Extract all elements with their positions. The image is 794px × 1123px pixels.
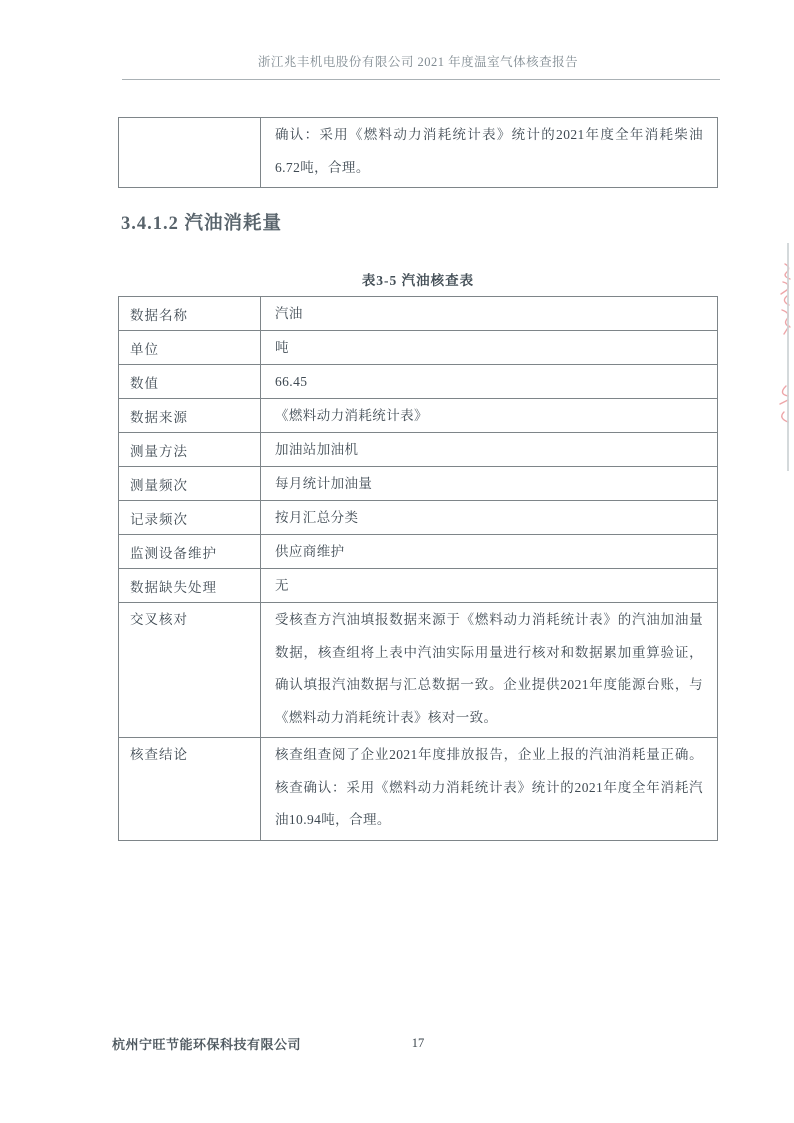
row-value: 汽油: [261, 297, 718, 331]
page-header: 浙江兆丰机电股份有限公司 2021 年度温室气体核查报告: [257, 55, 579, 69]
section-heading: 3.4.1.2 汽油消耗量: [121, 214, 283, 234]
reviewer-handwriting-mark: [775, 260, 794, 336]
table-row: [119, 569, 718, 603]
table-row: [119, 331, 718, 365]
table-row: [119, 467, 718, 501]
row-value: 按月汇总分类: [261, 501, 718, 535]
table-row: [119, 118, 718, 188]
footer-company: 杭州宁旺节能环保科技有限公司: [112, 1037, 302, 1052]
carryover-table: [118, 117, 718, 188]
gasoline-table-body: [119, 297, 718, 841]
row-label: 单位: [119, 331, 261, 365]
header-rule: [122, 79, 720, 80]
row-label: [119, 118, 261, 188]
page-number: 17: [411, 1036, 425, 1050]
table-row: [119, 535, 718, 569]
row-label: 数据来源: [119, 399, 261, 433]
table-row: [119, 738, 718, 841]
row-label: 核查结论: [119, 738, 261, 841]
table-row: [119, 365, 718, 399]
row-value: 66.45: [261, 365, 718, 399]
scan-edge-artifact: [787, 243, 789, 471]
row-value: 加油站加油机: [261, 433, 718, 467]
table-row: [119, 603, 718, 738]
row-value: 核查组查阅了企业2021年度排放报告，企业上报的汽油消耗量正确。核查确认：采用《燃料动力消耗统计表》统计的2021年度全年消耗汽油10.94吨，合理。: [261, 738, 718, 841]
row-label: 数据名称: [119, 297, 261, 331]
row-value: 供应商维护: [261, 535, 718, 569]
row-label: 数据缺失处理: [119, 569, 261, 603]
row-label: 数值: [119, 365, 261, 399]
table-row: [119, 433, 718, 467]
row-value: 《燃料动力消耗统计表》: [261, 399, 718, 433]
row-value: 确认：采用《燃料动力消耗统计表》统计的2021年度全年消耗柴油6.72吨，合理。: [261, 118, 718, 188]
row-value: 无: [261, 569, 718, 603]
row-value: 吨: [261, 331, 718, 365]
row-label: 监测设备维护: [119, 535, 261, 569]
gasoline-audit-table: [118, 296, 718, 841]
row-label: 交叉核对: [119, 603, 261, 738]
row-value: 每月统计加油量: [261, 467, 718, 501]
table-caption: 表3-5 汽油核查表: [361, 273, 475, 288]
table-row: [119, 399, 718, 433]
table-row: [119, 297, 718, 331]
row-label: 测量方法: [119, 433, 261, 467]
reviewer-handwriting-mark: [772, 382, 794, 426]
row-value: 受核查方汽油填报数据来源于《燃料动力消耗统计表》的汽油加油量数据，核查组将上表中汽油实际用量进行核对和数据累加重算验证，确认填报汽油数据与汇总数据一致。企业提供2021年度能源台账，与《燃料动力消耗统计表》核对一致。: [261, 603, 718, 738]
row-label: 记录频次: [119, 501, 261, 535]
table-row: [119, 501, 718, 535]
row-label: 测量频次: [119, 467, 261, 501]
